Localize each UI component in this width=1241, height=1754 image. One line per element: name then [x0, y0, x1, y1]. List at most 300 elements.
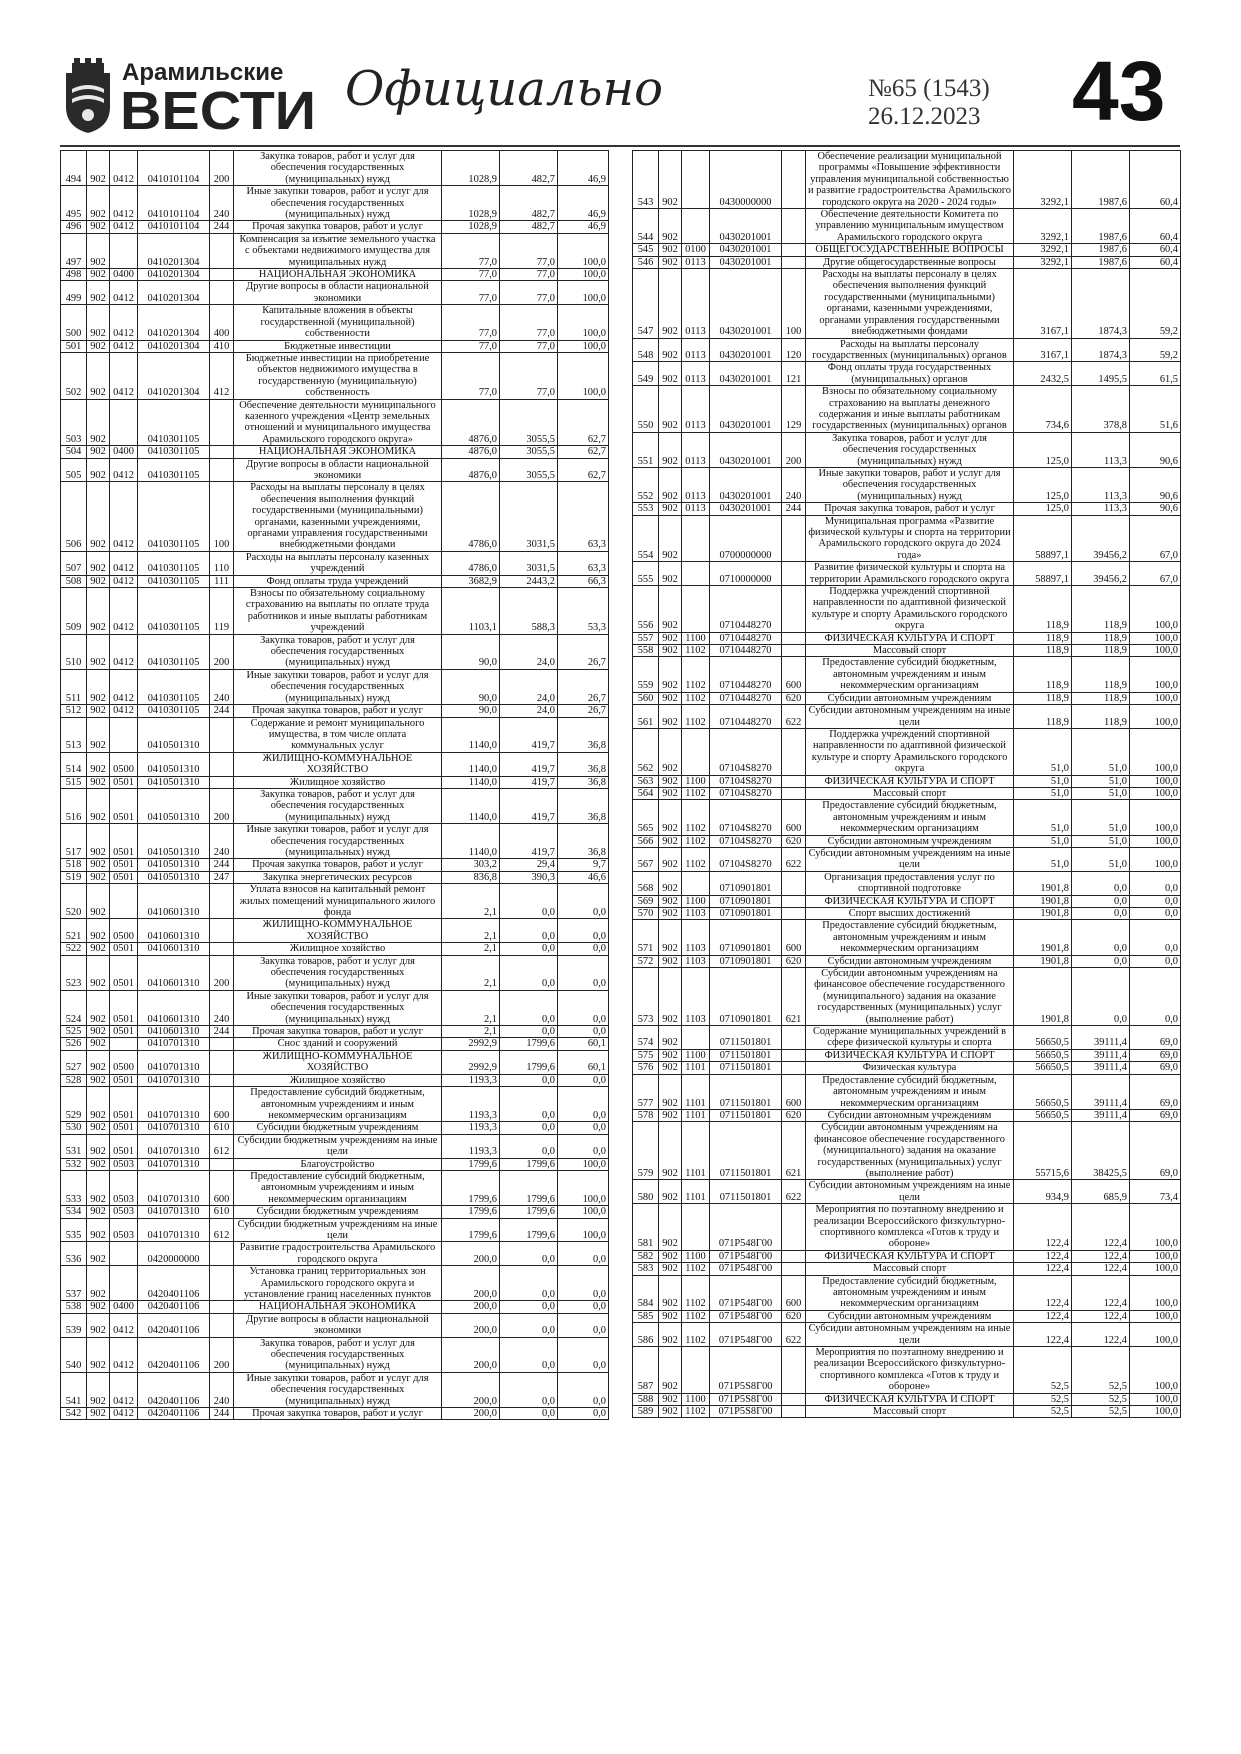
ministry-code: 902	[659, 586, 682, 633]
item-description: Взносы по обязательному социальному страхованию на выплаты денежного содержания и иные выплаты работникам государственных (муниципальных) органов	[806, 386, 1014, 433]
planned-amount: 1028,9	[442, 221, 500, 233]
planned-amount: 122,4	[1014, 1323, 1072, 1347]
target-code: 0410701310	[138, 1074, 210, 1086]
table-row	[61, 717, 609, 752]
table-row	[61, 705, 609, 717]
table-row	[61, 1134, 609, 1158]
header-rule	[60, 145, 1180, 147]
expense-type: 200	[210, 151, 234, 186]
target-code: 0710448270	[710, 692, 782, 704]
expense-type: 244	[782, 503, 806, 515]
table-row	[61, 1337, 609, 1372]
table-row	[633, 705, 1181, 729]
planned-amount: 303,2	[442, 859, 500, 871]
executed-amount: 122,4	[1072, 1310, 1130, 1322]
target-code: 071P548Г00	[710, 1204, 782, 1251]
planned-amount: 1140,0	[442, 717, 500, 752]
ministry-code: 902	[87, 1313, 110, 1337]
table-row	[61, 281, 609, 305]
target-code: 0430000000	[710, 151, 782, 209]
expense-type: 200	[210, 788, 234, 823]
planned-amount: 125,0	[1014, 503, 1072, 515]
section-code: 0100	[682, 244, 710, 256]
executed-amount: 0,0	[500, 884, 558, 919]
table-row	[633, 955, 1181, 967]
row-number: 585	[633, 1310, 659, 1322]
planned-amount: 56650,5	[1014, 1109, 1072, 1121]
section-code: 1102	[682, 1263, 710, 1275]
planned-amount: 122,4	[1014, 1250, 1072, 1262]
ministry-code: 902	[87, 1266, 110, 1301]
target-code: 071P548Г00	[710, 1250, 782, 1262]
executed-amount: 52,5	[1072, 1406, 1130, 1418]
row-number: 543	[633, 151, 659, 209]
execution-percent: 26,7	[558, 634, 609, 669]
ministry-code: 902	[87, 884, 110, 919]
table-row	[61, 1074, 609, 1086]
row-number: 504	[61, 446, 87, 458]
table-row	[61, 943, 609, 955]
target-code: 0410301105	[138, 551, 210, 575]
section-code: 1102	[682, 1406, 710, 1418]
planned-amount: 1799,6	[442, 1170, 500, 1205]
ministry-code: 902	[659, 787, 682, 799]
table-row	[633, 1026, 1181, 1050]
executed-amount: 24,0	[500, 634, 558, 669]
row-number: 529	[61, 1087, 87, 1122]
item-description: Иные закупки товаров, работ и услуг для обеспечения государственных (муниципальных) нужд	[234, 1372, 442, 1407]
planned-amount: 51,0	[1014, 787, 1072, 799]
planned-amount: 77,0	[442, 340, 500, 352]
item-description: Закупка товаров, работ и услуг для обеспечения государственных (муниципальных) нужд	[234, 955, 442, 990]
ministry-code: 902	[659, 692, 682, 704]
executed-amount: 118,9	[1072, 657, 1130, 692]
expense-type	[782, 632, 806, 644]
section-code: 0412	[110, 588, 138, 635]
target-code: 0410501310	[138, 788, 210, 823]
execution-percent: 100,0	[1130, 787, 1181, 799]
item-description: Массовый спорт	[806, 645, 1014, 657]
ministry-code: 902	[87, 305, 110, 340]
target-code: 0410701310	[138, 1050, 210, 1074]
expense-type	[782, 1049, 806, 1061]
expense-type: 240	[210, 824, 234, 859]
expense-type	[210, 269, 234, 281]
item-description: Другие вопросы в области национальной экономики	[234, 281, 442, 305]
expense-type	[782, 787, 806, 799]
executed-amount: 2443,2	[500, 575, 558, 587]
row-number: 513	[61, 717, 87, 752]
planned-amount: 3167,1	[1014, 338, 1072, 362]
section-code	[682, 1347, 710, 1394]
table-row	[61, 551, 609, 575]
item-description: Субсидии автономным учреждениям на финансовое обеспечение государственного (муниципального) задания на оказание государственных (муниципальных) услуг (выполнение работ)	[806, 1122, 1014, 1180]
item-description: Прочая закупка товаров, работ и услуг	[234, 859, 442, 871]
item-description: Массовый спорт	[806, 1263, 1014, 1275]
executed-amount: 0,0	[500, 1087, 558, 1122]
expense-type	[210, 752, 234, 776]
row-number: 538	[61, 1301, 87, 1313]
ministry-code: 902	[87, 1158, 110, 1170]
executed-amount: 685,9	[1072, 1180, 1130, 1204]
table-row	[61, 1301, 609, 1313]
table-row	[633, 586, 1181, 633]
table-row	[61, 634, 609, 669]
row-number: 567	[633, 847, 659, 871]
planned-amount: 1193,3	[442, 1074, 500, 1086]
item-description: Прочая закупка товаров, работ и услуг	[234, 1408, 442, 1420]
ministry-code: 902	[87, 1026, 110, 1038]
planned-amount: 122,4	[1014, 1275, 1072, 1310]
row-number: 505	[61, 458, 87, 482]
target-code: 0420401106	[138, 1313, 210, 1337]
table-row	[633, 1049, 1181, 1061]
expense-type: 240	[782, 467, 806, 502]
ministry-code: 902	[659, 503, 682, 515]
row-number: 581	[633, 1204, 659, 1251]
target-code: 0410101104	[138, 186, 210, 221]
expense-type	[782, 1026, 806, 1050]
item-description: НАЦИОНАЛЬНАЯ ЭКОНОМИКА	[234, 1301, 442, 1313]
item-description: Муниципальная программа «Развитие физической культуры и спорта на территории Арамильского городского округа до 2024 года»	[806, 515, 1014, 562]
table-row	[633, 800, 1181, 835]
expense-type	[210, 446, 234, 458]
ministry-code: 902	[87, 269, 110, 281]
target-code: 0410501310	[138, 871, 210, 883]
section-code: 1102	[682, 847, 710, 871]
table-row	[633, 362, 1181, 386]
ministry-code: 902	[659, 269, 682, 338]
target-code: 0410701310	[138, 1038, 210, 1050]
section-code: 0412	[110, 575, 138, 587]
item-description: Закупка энергетических ресурсов	[234, 871, 442, 883]
section-code: 0113	[682, 503, 710, 515]
execution-percent: 63,3	[558, 551, 609, 575]
section-code	[682, 871, 710, 895]
expense-type: 200	[210, 955, 234, 990]
table-row	[61, 1408, 609, 1420]
execution-percent: 0,0	[558, 1087, 609, 1122]
executed-amount: 0,0	[1072, 871, 1130, 895]
executed-amount: 51,0	[1072, 728, 1130, 775]
row-number: 503	[61, 399, 87, 446]
section-code: 0503	[110, 1158, 138, 1170]
row-number: 526	[61, 1038, 87, 1050]
table-row	[633, 968, 1181, 1026]
row-number: 579	[633, 1122, 659, 1180]
executed-amount: 3055,5	[500, 399, 558, 446]
table-row	[61, 1158, 609, 1170]
table-row	[61, 482, 609, 551]
row-number: 548	[633, 338, 659, 362]
expense-type: 600	[210, 1087, 234, 1122]
row-number: 497	[61, 233, 87, 268]
section-code	[110, 1242, 138, 1266]
execution-percent: 67,0	[1130, 515, 1181, 562]
executed-amount: 1987,6	[1072, 244, 1130, 256]
expense-type	[210, 717, 234, 752]
table-row	[61, 458, 609, 482]
table-row	[633, 1393, 1181, 1405]
planned-amount: 4786,0	[442, 482, 500, 551]
target-code: 0711501801	[710, 1062, 782, 1074]
table-row	[61, 305, 609, 340]
execution-percent: 100,0	[558, 352, 609, 399]
execution-percent: 0,0	[558, 943, 609, 955]
planned-amount: 1028,9	[442, 186, 500, 221]
executed-amount: 39111,4	[1072, 1049, 1130, 1061]
expense-type: 620	[782, 1310, 806, 1322]
item-description: Компенсация за изъятие земельного участка с объектами недвижимого имущества для муниципальных нужд	[234, 233, 442, 268]
planned-amount: 118,9	[1014, 692, 1072, 704]
table-row	[61, 269, 609, 281]
expense-type: 111	[210, 575, 234, 587]
row-number: 571	[633, 920, 659, 955]
ministry-code: 902	[659, 847, 682, 871]
execution-percent: 61,5	[1130, 362, 1181, 386]
target-code: 0420401106	[138, 1408, 210, 1420]
executed-amount: 0,0	[500, 1026, 558, 1038]
expense-type	[782, 1062, 806, 1074]
section-code: 0113	[682, 467, 710, 502]
ministry-code: 902	[659, 1180, 682, 1204]
target-code: 07104S8270	[710, 775, 782, 787]
execution-percent: 100,0	[558, 233, 609, 268]
row-number: 560	[633, 692, 659, 704]
section-code: 1103	[682, 908, 710, 920]
section-code	[110, 233, 138, 268]
executed-amount: 0,0	[500, 1266, 558, 1301]
expense-type	[782, 1347, 806, 1394]
execution-percent: 90,6	[1130, 432, 1181, 467]
masthead	[60, 44, 1180, 138]
target-code: 0410701310	[138, 1218, 210, 1242]
item-description: Развитие градостроительства Арамильского городского округа	[234, 1242, 442, 1266]
target-code: 0410301105	[138, 588, 210, 635]
row-number: 551	[633, 432, 659, 467]
expense-type: 244	[210, 859, 234, 871]
ministry-code: 902	[87, 1242, 110, 1266]
table-row	[61, 859, 609, 871]
row-number: 512	[61, 705, 87, 717]
row-number: 532	[61, 1158, 87, 1170]
table-row	[61, 1206, 609, 1218]
execution-percent: 36,8	[558, 717, 609, 752]
planned-amount: 4876,0	[442, 458, 500, 482]
execution-percent: 100,0	[558, 1206, 609, 1218]
execution-percent: 66,3	[558, 575, 609, 587]
expense-type	[782, 209, 806, 244]
target-code: 071P548Г00	[710, 1310, 782, 1322]
row-number: 544	[633, 209, 659, 244]
expense-type: 600	[782, 920, 806, 955]
target-code: 0410601310	[138, 990, 210, 1025]
ministry-code: 902	[87, 634, 110, 669]
ministry-code: 902	[87, 221, 110, 233]
target-code: 0410301105	[138, 634, 210, 669]
executed-amount: 378,8	[1072, 386, 1130, 433]
execution-percent: 26,7	[558, 705, 609, 717]
item-description: Благоустройство	[234, 1158, 442, 1170]
executed-amount: 39111,4	[1072, 1026, 1130, 1050]
row-number: 502	[61, 352, 87, 399]
execution-percent: 0,0	[558, 1408, 609, 1420]
ministry-code: 902	[87, 458, 110, 482]
ministry-code: 902	[87, 752, 110, 776]
left-column	[60, 150, 608, 1420]
execution-percent: 67,0	[1130, 562, 1181, 586]
expense-type	[210, 943, 234, 955]
item-description: Предоставление субсидий бюджетным, автономным учреждениям и иным некоммерческим организациям	[806, 920, 1014, 955]
table-row	[633, 467, 1181, 502]
planned-amount: 118,9	[1014, 645, 1072, 657]
item-description: ЖИЛИЩНО-КОММУНАЛЬНОЕ ХОЗЯЙСТВО	[234, 919, 442, 943]
expense-type	[210, 1050, 234, 1074]
target-code: 0710901801	[710, 908, 782, 920]
ministry-code: 902	[87, 1122, 110, 1134]
row-number: 519	[61, 871, 87, 883]
row-number: 539	[61, 1313, 87, 1337]
executed-amount: 1874,3	[1072, 338, 1130, 362]
table-row	[633, 151, 1181, 209]
executed-amount: 77,0	[500, 305, 558, 340]
execution-percent: 46,6	[558, 871, 609, 883]
planned-amount: 52,5	[1014, 1347, 1072, 1394]
section-code: 0412	[110, 221, 138, 233]
execution-percent: 100,0	[1130, 847, 1181, 871]
planned-amount: 51,0	[1014, 847, 1072, 871]
item-description: ФИЗИЧЕСКАЯ КУЛЬТУРА И СПОРТ	[806, 1393, 1014, 1405]
target-code: 0430201001	[710, 503, 782, 515]
execution-percent: 60,4	[1130, 151, 1181, 209]
execution-percent: 100,0	[1130, 1250, 1181, 1262]
row-number: 577	[633, 1074, 659, 1109]
ministry-code: 902	[87, 1408, 110, 1420]
execution-percent: 100,0	[558, 1158, 609, 1170]
section-code	[110, 717, 138, 752]
target-code: 0410201304	[138, 281, 210, 305]
execution-percent: 0,0	[1130, 920, 1181, 955]
ministry-code: 902	[87, 1050, 110, 1074]
executed-amount: 122,4	[1072, 1250, 1130, 1262]
section-code: 0412	[110, 1313, 138, 1337]
expense-type: 610	[210, 1122, 234, 1134]
target-code: 0711501801	[710, 1074, 782, 1109]
execution-percent: 0,0	[1130, 968, 1181, 1026]
row-number: 559	[633, 657, 659, 692]
table-row	[633, 692, 1181, 704]
row-number: 517	[61, 824, 87, 859]
ministry-code: 902	[659, 1049, 682, 1061]
planned-amount: 836,8	[442, 871, 500, 883]
planned-amount: 58897,1	[1014, 515, 1072, 562]
target-code: 0410601310	[138, 943, 210, 955]
row-number: 554	[633, 515, 659, 562]
ministry-code: 902	[87, 1301, 110, 1313]
planned-amount: 56650,5	[1014, 1049, 1072, 1061]
planned-amount: 1901,8	[1014, 871, 1072, 895]
execution-percent: 0,0	[558, 1026, 609, 1038]
expense-type	[782, 728, 806, 775]
section-code: 0501	[110, 1026, 138, 1038]
row-number: 572	[633, 955, 659, 967]
planned-amount: 3292,1	[1014, 151, 1072, 209]
right-column	[632, 150, 1180, 1418]
executed-amount: 1987,6	[1072, 209, 1130, 244]
planned-amount: 125,0	[1014, 467, 1072, 502]
execution-percent: 100,0	[1130, 1347, 1181, 1394]
ministry-code: 902	[659, 835, 682, 847]
section-code	[682, 209, 710, 244]
table-row	[633, 1347, 1181, 1394]
planned-amount: 51,0	[1014, 728, 1072, 775]
ministry-code: 902	[87, 871, 110, 883]
ministry-code: 902	[659, 386, 682, 433]
target-code: 0410301105	[138, 705, 210, 717]
newspaper-logo	[60, 55, 350, 135]
ministry-code: 902	[87, 1074, 110, 1086]
ministry-code: 902	[659, 151, 682, 209]
execution-percent: 69,0	[1130, 1026, 1181, 1050]
expense-type: 100	[210, 482, 234, 551]
expense-type: 622	[782, 1323, 806, 1347]
item-description: Обеспечение деятельности муниципального казенного учреждения «Центр земельных отношений и муниципального имущества Арамильского городского округа»	[234, 399, 442, 446]
expense-type	[210, 1074, 234, 1086]
planned-amount: 77,0	[442, 281, 500, 305]
ministry-code: 902	[659, 1323, 682, 1347]
expense-type: 200	[210, 1337, 234, 1372]
executed-amount: 1495,5	[1072, 362, 1130, 386]
expense-type	[210, 1313, 234, 1337]
ministry-code: 902	[87, 482, 110, 551]
table-row	[633, 1109, 1181, 1121]
item-description: Субсидии бюджетным учреждениям	[234, 1122, 442, 1134]
table-row	[61, 919, 609, 943]
target-code: 0410601310	[138, 955, 210, 990]
item-description: Субсидии автономным учреждениям на иные цели	[806, 1180, 1014, 1204]
execution-percent: 60,1	[558, 1050, 609, 1074]
executed-amount: 3055,5	[500, 458, 558, 482]
ministry-code: 902	[87, 1337, 110, 1372]
planned-amount: 122,4	[1014, 1204, 1072, 1251]
row-number: 556	[633, 586, 659, 633]
executed-amount: 113,3	[1072, 432, 1130, 467]
section-code	[682, 151, 710, 209]
target-code: 0410701310	[138, 1134, 210, 1158]
section-code: 1103	[682, 955, 710, 967]
section-code	[110, 399, 138, 446]
row-number: 570	[633, 908, 659, 920]
execution-percent: 60,4	[1130, 256, 1181, 268]
expense-type	[782, 1406, 806, 1418]
target-code: 0410701310	[138, 1122, 210, 1134]
row-number: 518	[61, 859, 87, 871]
row-number: 523	[61, 955, 87, 990]
table-row	[633, 1062, 1181, 1074]
section-code: 1101	[682, 1180, 710, 1204]
target-code: 0410701310	[138, 1158, 210, 1170]
ministry-code: 902	[659, 1310, 682, 1322]
expense-type: 600	[782, 1275, 806, 1310]
logo-text-top: Арамильские	[122, 59, 284, 86]
item-description: Иные закупки товаров, работ и услуг для обеспечения государственных (муниципальных) нужд	[234, 669, 442, 704]
section-code: 0412	[110, 305, 138, 340]
table-row	[633, 728, 1181, 775]
table-row	[633, 256, 1181, 268]
target-code: 0410101104	[138, 151, 210, 186]
ministry-code: 902	[87, 399, 110, 446]
planned-amount: 1799,6	[442, 1218, 500, 1242]
